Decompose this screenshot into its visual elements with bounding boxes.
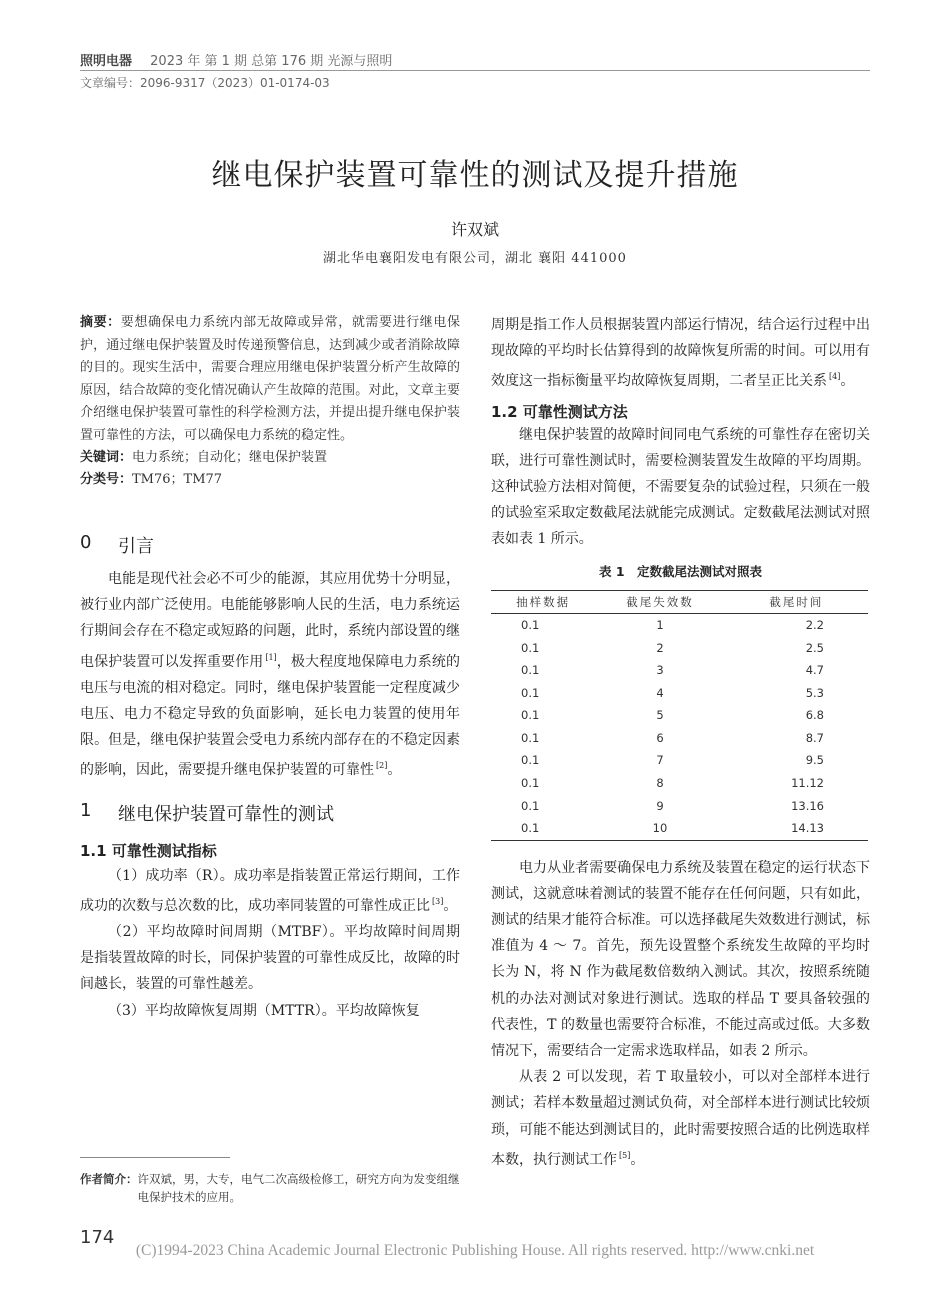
table-cell: 5: [656, 708, 664, 723]
affiliation: 湖北华电襄阳发电有限公司，湖北 襄阳 441000: [323, 251, 627, 266]
paper-title: 继电保护装置可靠性的测试及提升措施: [211, 158, 739, 193]
table-cell: 10: [595, 817, 724, 840]
table-cell: 1: [656, 617, 664, 632]
table-cell: 5.3: [805, 685, 824, 700]
header-rule: [80, 70, 870, 71]
list-item: （1）成功率（R）。成功率是指装置正常运行期间，工作成功的次数与总次数的比，成功率同装置的可靠性成正比 [3]。: [80, 867, 460, 914]
list-item: （2）平均故障时间周期（MTBF）。平均故障时间周期是指装置故障的时长，同保护装置的可靠性成反比，故障的时间越长，装置的可靠性越差。: [80, 924, 460, 993]
classification: [80, 469, 460, 491]
table-cell: 0.1: [521, 617, 540, 632]
table-cell: 2: [656, 640, 664, 655]
classification-text: TM76；TM77: [132, 472, 223, 487]
subsection-1-2-heading: 1.2 可靠性测试方法: [491, 402, 628, 421]
table-cell: 9: [656, 798, 664, 813]
column-header: 截尾失效数: [595, 590, 724, 613]
keywords-label: 关键词：: [80, 450, 133, 465]
keywords: [80, 447, 460, 469]
table-cell: 6.8: [805, 708, 824, 723]
classification-label: 分类号：: [80, 472, 133, 487]
table-caption: 表 1 定数截尾法测试对照表: [598, 563, 763, 579]
citation: [4]: [829, 372, 841, 382]
section-title: 继电保护装置可靠性的测试: [118, 803, 334, 825]
citation: [1]: [265, 652, 277, 662]
list-item: （3）平均故障恢复周期（MTTR）。平均故障恢复: [108, 1002, 420, 1019]
section-1-heading: [80, 800, 460, 826]
table-row: [491, 659, 868, 682]
abstract-text: 要想确保电力系统内部无故障或异常，就需要进行继电保护，通过继电保护装置及时传递预警信息，达到减少或者消除故障的目的。现实生活中，需要合理应用继电保护装置分析产生故障的原因，结合故障的变化情况确认产生故障的范围。对此，文章主要介绍继电保护装置可靠性的科学检测方法，并提出提升继电保护装置可靠性的方法，可以确保电力系统的稳定性。: [80, 315, 460, 443]
section-title: 引言: [118, 536, 154, 557]
running-header: [80, 50, 392, 69]
table-cell: 8.7: [805, 730, 824, 745]
keywords-text: 电力系统；自动化；继电保护装置: [132, 450, 328, 465]
table-cell: 6: [656, 730, 664, 745]
citation: [2]: [376, 761, 388, 771]
table-row: [491, 727, 868, 750]
table-row: [491, 636, 868, 659]
table-row: [491, 704, 868, 727]
intro-paragraph: 电能是现代社会必不可少的能源，其应用优势十分明显，被行业内部广泛使用。电能能够影响人民的生活，电力系统运行期间会存在不稳定或短路的问题，此时，系统内部设置的继电保护装置可以发挥重要作用 [1]，极大程度地保障电力系统的电压与电流的相对稳定。同时，继电保护装置能一定程度减少电压、电力不稳定导致的负面影响，延长电力装置的使用年限。但是，继电保护装置会受电力系统内部存在的不稳定因素的影响，因此，需要提升继电保护装置的可靠性 [2]。: [80, 571, 460, 779]
table-row: [491, 794, 868, 817]
table-cell: 0.1: [521, 640, 540, 655]
table-cell: 0.1: [491, 817, 595, 840]
abstract-label: 摘要：: [80, 315, 121, 330]
footnote-text: 许双斌，男，大专，电气二次高级检修工，研究方向为发变组继电保护技术的应用。: [137, 1172, 460, 1204]
table-cell: 7: [656, 753, 664, 768]
paragraph: 周期是指工作人员根据装置内部运行情况，结合运行过程中出现故障的平均时长估算得到的故障恢复所需的时间。可以用有效度这一指标衡量平均故障恢复周期，二者呈正比关系 [4]。: [491, 317, 870, 390]
column-header: 抽样数据: [491, 590, 595, 613]
left-column: [80, 312, 460, 1024]
footnote-label: 作者简介：: [80, 1172, 138, 1186]
citation: [3]: [432, 896, 444, 906]
table-cell: 4: [656, 685, 664, 700]
table-cell: 2.2: [805, 617, 824, 632]
table-cell: 0.1: [521, 776, 540, 791]
table-cell: 0.1: [521, 730, 540, 745]
subsection-1-1-heading: 1.1 可靠性测试指标: [80, 841, 217, 860]
table-cell: 8: [656, 776, 664, 791]
table-cell: 0.1: [521, 798, 540, 813]
abstract: [80, 312, 460, 447]
column-header: 截尾时间: [725, 590, 868, 613]
table-cell: 2.5: [805, 640, 824, 655]
section-number: 0: [80, 532, 92, 553]
paragraph: 继电保护装置的故障时间同电气系统的可靠性存在密切关联，进行可靠性测试时，需要检测装置发生故障的平均周期。这种试验方法相对简便，不需要复杂的试验过程，只须在一般的试验室采取定数截尾法就能完成测试。定数截尾法测试对照表如表 1 所示。: [491, 426, 870, 548]
table-row: [491, 817, 868, 840]
paragraph: 电力从业者需要确保电力系统及装置在稳定的运行状态下测试，这就意味着测试的装置不能存在任何问题，只有如此，测试的结果才能符合标准。可以选择截尾失效数进行测试，标准值为 4 ～ 7。首先，预先设置整个系统发生故障的平均时长为 N，将 N 作为截尾数倍数纳入测试。其次，按照系统随机的办法对测试对象进行测试。选取的样品 T 要具备较强的代表性，T 的数量也需要符合标准，不能过高或过低。大多数情况下，需要结合一定需求选取样品，如表 2 所示。: [491, 859, 870, 1059]
right-column: [491, 312, 870, 1173]
journal-name: 照明电器: [80, 54, 133, 69]
table-header-row: [491, 590, 868, 613]
issue-info: 2023 年 第 1 期 总第 176 期 光源与照明: [150, 54, 393, 69]
page-number: 174: [80, 1227, 115, 1248]
section-number: 1: [80, 799, 92, 821]
copyright-watermark: (C)1994-2023 China Academic Journal Electronic Publishing House. All rights reserved. http://www.cnki.net: [135, 1242, 815, 1259]
table-cell: 0.1: [521, 753, 540, 768]
table-cell: 9.5: [805, 753, 824, 768]
table-cell: 0.1: [521, 685, 540, 700]
table-cell: 13.16: [791, 798, 824, 813]
footnote-rule: [80, 1157, 230, 1158]
table-cell: 4.7: [805, 663, 824, 678]
paragraph: 从表 2 可以发现，若 T 取量较小，可以对全部样本进行测试；若样本数量超过测试负荷，对全部样本进行测试比较烦琐，可能不能达到测试目的，此时需要按照合适的比例选取样本数，执行测试工作 [5]。: [491, 1069, 870, 1168]
table-cell: 3: [656, 663, 664, 678]
table-row: [491, 772, 868, 795]
table-cell: 14.13: [725, 817, 868, 840]
table-row: [491, 681, 868, 704]
table-cell: 11.12: [791, 776, 824, 791]
citation: [5]: [619, 1150, 631, 1160]
author-name: 许双斌: [450, 220, 499, 239]
author-footnote: [80, 1170, 460, 1206]
table-cell: 0.1: [521, 663, 540, 678]
table-row: [491, 613, 868, 636]
table-cell: 0.1: [521, 708, 540, 723]
data-table: [491, 590, 868, 841]
table-row: [491, 749, 868, 772]
section-0-heading: [80, 532, 460, 558]
article-number: 文章编号：2096-9317（2023）01-0174-03: [80, 76, 330, 90]
